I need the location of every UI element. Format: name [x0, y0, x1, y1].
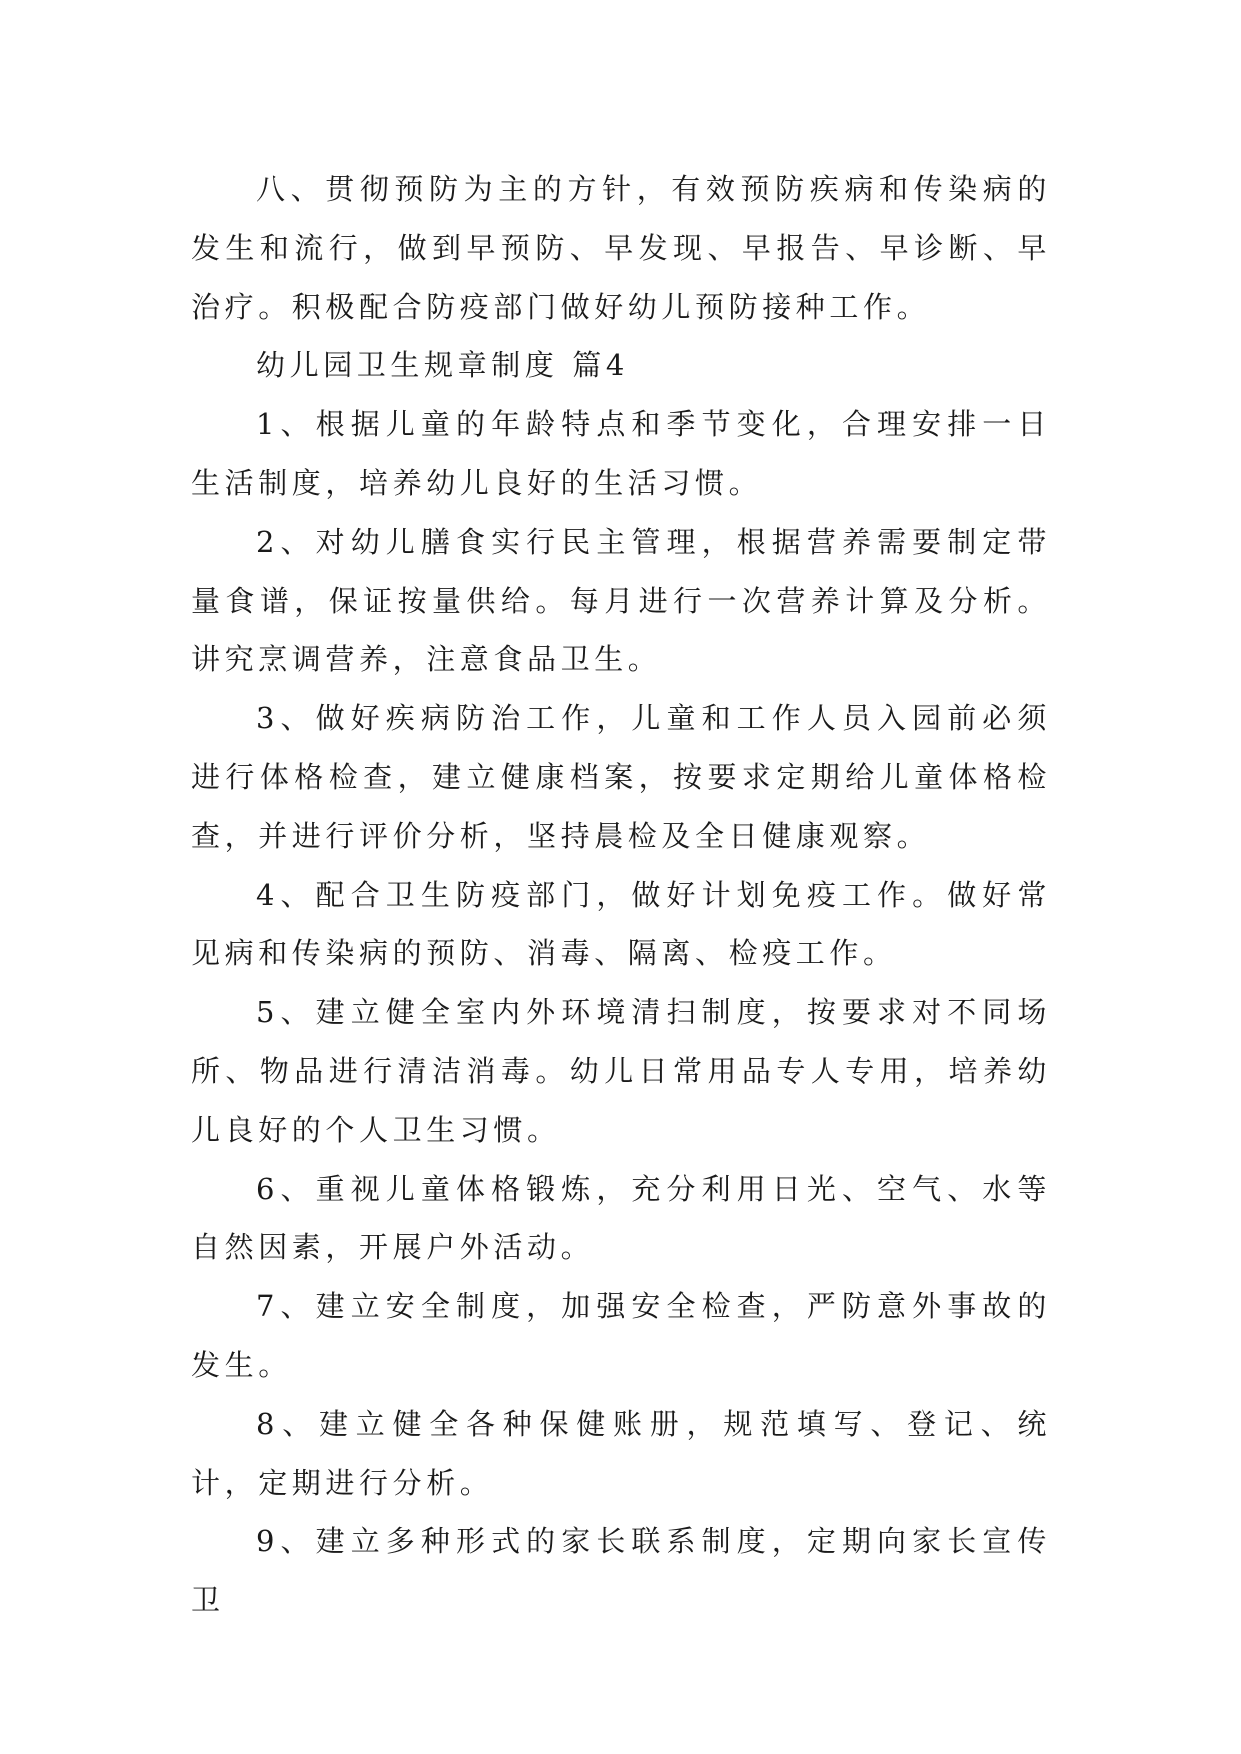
paragraph-3: 3、做好疾病防治工作，儿童和工作人员入园前必须进行体格检查，建立健康档案，按要求定期给儿童体格检查，并进行评价分析，坚持晨检及全日健康观察。 [191, 701, 1051, 853]
paragraph-1: 1、根据儿童的年龄特点和季节变化，合理安排一日生活制度，培养幼儿良好的生活习惯。 [191, 407, 1051, 500]
document-page [191, 160, 1051, 1630]
paragraph-5: 5、建立健全室内外环境清扫制度，按要求对不同场所、物品进行清洁消毒。幼儿日常用品专人专用，培养幼儿良好的个人卫生习惯。 [191, 995, 1051, 1147]
paragraph-7: 7、建立安全制度，加强安全检查，严防意外事故的发生。 [191, 1289, 1051, 1382]
paragraph-8-prevention: 八、贯彻预防为主的方针，有效预防疾病和传染病的发生和流行，做到早预防、早发现、早报告、早诊断、早治疗。积极配合防疫部门做好幼儿预防接种工作。 [191, 172, 1051, 324]
section-heading-4: 幼儿园卫生规章制度 篇4 [256, 348, 629, 383]
paragraph-2: 2、对幼儿膳食实行民主管理，根据营养需要制定带量食谱，保证按量供给。每月进行一次营养计算及分析。讲究烹调营养，注意食品卫生。 [191, 524, 1051, 677]
paragraph-9: 9、建立多种形式的家长联系制度，定期向家长宣传卫 [191, 1524, 1051, 1618]
paragraph-8: 8、建立健全各种保健账册，规范填写、登记、统计，定期进行分析。 [191, 1406, 1051, 1500]
paragraph-4: 4、配合卫生防疫部门，做好计划免疫工作。做好常见病和传染病的预防、消毒、隔离、检疫工作。 [191, 877, 1051, 971]
paragraph-6: 6、重视儿童体格锻炼，充分利用日光、空气、水等自然因素，开展户外活动。 [191, 1171, 1051, 1265]
